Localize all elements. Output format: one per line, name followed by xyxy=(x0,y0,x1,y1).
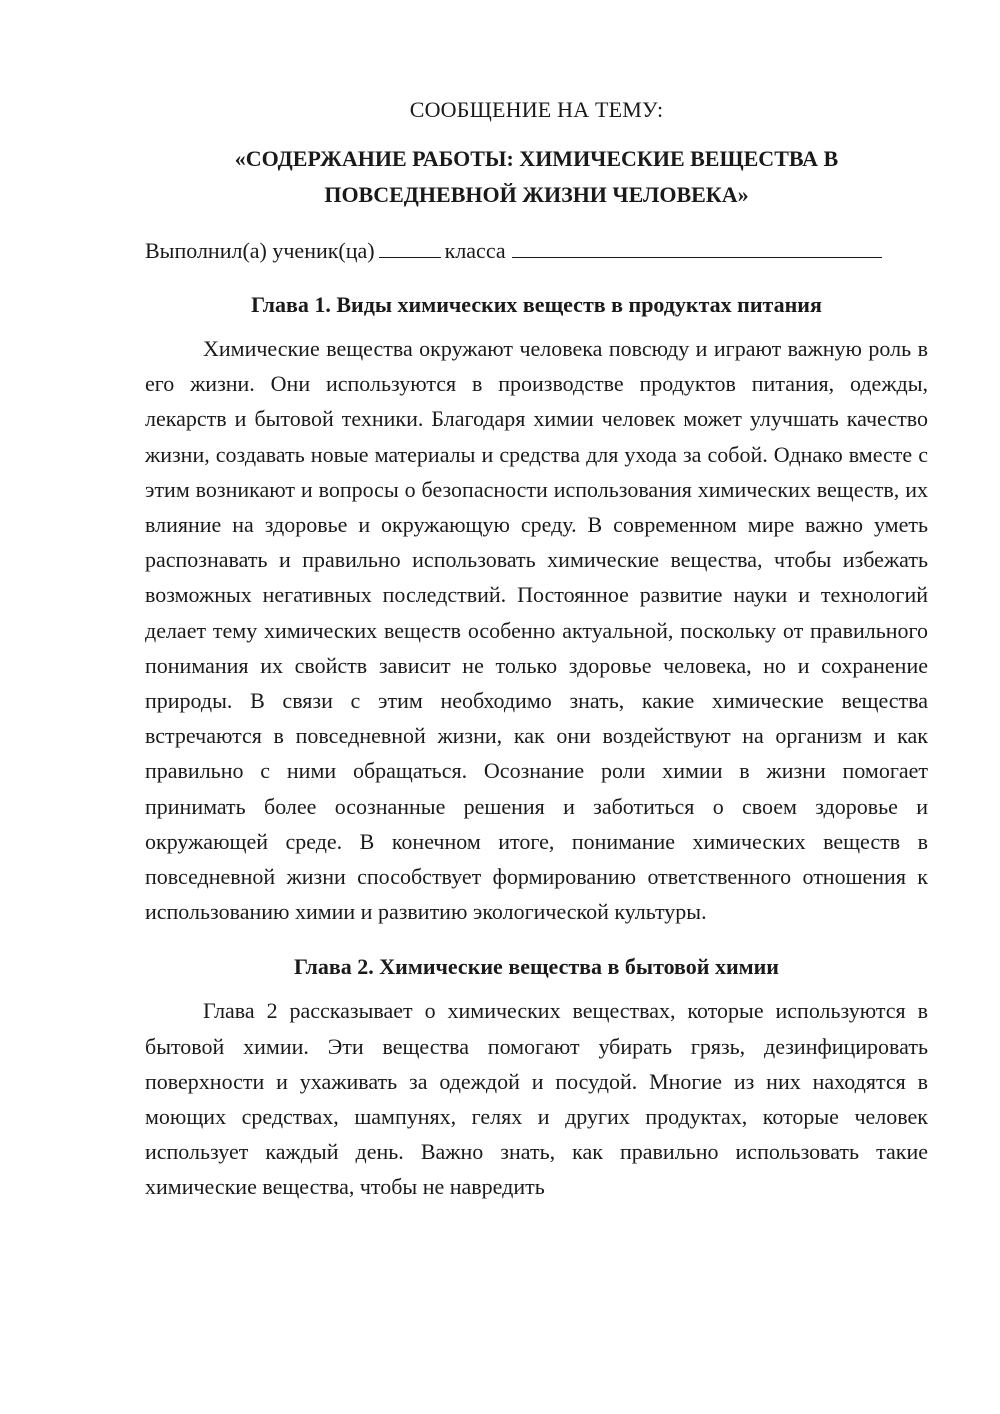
author-line xyxy=(145,233,928,269)
chapter-2-title: Глава 2. Химические вещества в бытовой химии xyxy=(294,954,779,980)
document-page xyxy=(145,93,928,1205)
author-class-word: класса xyxy=(444,238,506,263)
document-title: «СОДЕРЖАНИЕ РАБОТЫ: ХИМИЧЕСКИЕ ВЕЩЕСТВА В ПОВСЕДНЕВНОЙ ЖИЗНИ ЧЕЛОВЕКА» xyxy=(234,146,839,207)
chapter-2-text: Глава 2 рассказывает о химических веществах, которые используются в бытовой химии. Эти вещества помогают убирать грязь, дезинфицировать поверхности и ухаживать за одеждой и посудой. Многие из них находятся в моющих средствах, шампунях, гелях и других продуктах, которые человек использует каждый день. Важно знать, как правильно использовать такие химические вещества, чтобы не навредить xyxy=(145,998,928,1200)
chapter-1-text: Химические вещества окружают человека повсюду и играют важную роль в его жизни. Они используются в производстве продуктов питания, одежды, лекарств и бытовой техники. Благодаря химии человек может улучшать качество жизни, создавать новые материалы и средства для ухода за собой. Однако вместе с этим возникают и вопросы о безопасности использования химических веществ, их влияние на здоровье и окружающую среду. В современном мире важно уметь распознавать и правильно использовать химические вещества, чтобы избежать возможных негативных последствий. Постоянное развитие науки и технологий делает тему химических веществ особенно актуальной, поскольку от правильного понимания их свойств зависит не только здоровье человека, но и сохранение природы. В связи с этим необходимо знать, какие химические вещества встречаются в повседневной жизни, как они воздействуют на организм и как правильно с ними обращаться. Осознание роли химии в жизни помогает принимать более осознанные решения и заботиться о своем здоровье и окружающей среде. В конечном итоге, понимание химических веществ в повседневной жизни способствует формированию ответственного отношения к использованию химии и развитию экологической культуры. xyxy=(145,336,928,925)
class-blank xyxy=(379,233,441,258)
name-blank xyxy=(512,233,882,258)
author-prefix: Выполнил(а) ученик(ца) xyxy=(145,238,375,263)
topic-line: СООБЩЕНИЕ НА ТЕМУ: xyxy=(409,97,664,122)
chapter-1-title: Глава 1. Виды химических веществ в продуктах питания xyxy=(251,292,822,317)
